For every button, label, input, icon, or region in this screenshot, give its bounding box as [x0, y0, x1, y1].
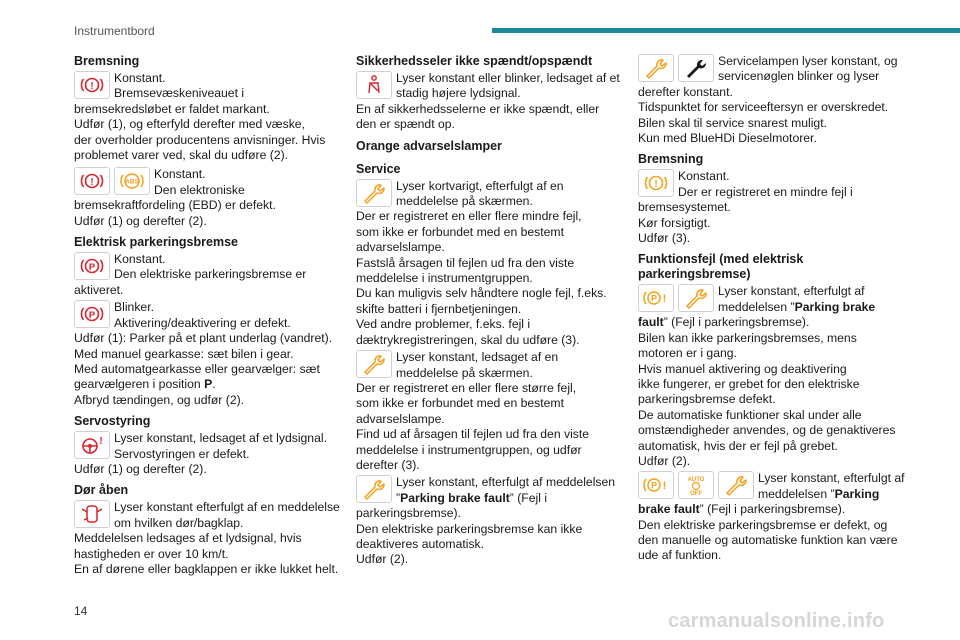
- svg-text:OFF: OFF: [690, 491, 702, 497]
- warning-block: [74, 500, 342, 531]
- text-line: Bilen kan ikke parkeringsbremses, mens: [638, 330, 857, 345]
- text-line: Bremsevæskeniveauet i: [114, 86, 245, 101]
- heading-orange-warnings: Orange advarselslamper: [356, 138, 502, 153]
- text-line: Udfør (3).: [638, 231, 691, 246]
- message-parking-brake: Parking brake: [794, 299, 876, 314]
- heading-parking-brake: Elektrisk parkeringsbremse: [74, 235, 238, 250]
- text-line: Konstant.: [114, 252, 166, 267]
- message-brake-fault: brake fault: [638, 502, 700, 517]
- text-line: automatisk, hvis der er fejl på grebet.: [638, 438, 838, 453]
- heading-servostyring: Servostyring: [74, 414, 151, 429]
- text-line: Den elektriske parkeringsbremse er defekt, og: [638, 517, 888, 532]
- text-line: [638, 502, 906, 517]
- text-line: deaktiveres automatisk.: [356, 536, 485, 551]
- text-line: Lyser konstant eller blinker, ledsaget af et: [396, 71, 620, 85]
- heading-service: Service: [356, 161, 401, 176]
- text-line: [74, 377, 342, 392]
- text-line: Konstant.: [678, 169, 730, 184]
- wrench-black-icon: [678, 54, 714, 82]
- warning-block: [638, 284, 906, 315]
- text-fragment: ” (Fejl i parkeringsbremse).: [699, 502, 846, 517]
- text-line: Der er registreret en mindre fejl i: [678, 184, 853, 199]
- text-line: bremsesystemet.: [638, 200, 731, 215]
- text-fragment: ” (Fejl i parkeringsbremse).: [663, 315, 810, 330]
- text-line: advarselslampe.: [356, 411, 445, 426]
- text-line: Fastslå årsagen til fejlen ud fra den viste: [356, 255, 575, 270]
- text-line: Med manuel gearkasse: sæt bilen i gear.: [74, 346, 294, 361]
- text-line: Ved andre problemer, f.eks. fejl i: [356, 317, 531, 332]
- brake-warning-red-icon: [74, 167, 110, 195]
- text-line: Tidspunktet for serviceeftersyn er overskredet.: [638, 100, 889, 115]
- text-line: Udfør (2).: [638, 453, 691, 468]
- text-fragment: ” (Fejl i: [509, 490, 548, 505]
- text-line: Hvis manuel aktivering og deaktivering: [638, 361, 847, 376]
- door-open-red-icon: [74, 500, 110, 528]
- parking-brake-fault-orange-icon: [638, 471, 674, 499]
- text-line: Lyser konstant, efterfulgt af: [718, 284, 865, 299]
- text-fragment: ”: [396, 490, 401, 505]
- text-line: Afbryd tændingen, og udfør (2).: [74, 392, 245, 407]
- text-fragment: meddelelsen ”: [718, 299, 795, 314]
- svg-text:P: P: [88, 310, 96, 322]
- svg-text:!: !: [99, 436, 103, 448]
- seatbelt-red-icon: [356, 71, 392, 99]
- text-line: Servicelampen lyser konstant, og: [718, 54, 898, 68]
- text-line: stadig højere lydsignal.: [396, 86, 521, 101]
- text-line: Der er registreret en eller flere større fejl,: [356, 380, 577, 395]
- text-line: Meddelelsen ledsages af et lydsignal, hvis: [74, 531, 302, 546]
- text-line: den er spændt op.: [356, 117, 455, 132]
- brake-warning-orange-icon: [638, 169, 674, 197]
- text-line: meddelelse på skærmen.: [396, 365, 533, 380]
- text-line: bremsekraftfordeling (EBD) er defekt.: [74, 198, 276, 213]
- warning-block: [356, 475, 624, 506]
- text-line: Udfør (1) og derefter (2).: [74, 461, 207, 476]
- text-line: parkeringsbremse).: [356, 506, 461, 521]
- warning-block: [356, 350, 624, 381]
- warning-block: [356, 71, 624, 102]
- text-line: Konstant.: [114, 71, 166, 85]
- text-line: servicenøglen blinker og lyser: [718, 69, 880, 84]
- column-2: [356, 54, 624, 568]
- header-section-label: Instrumentbord: [74, 24, 155, 38]
- svg-text:!: !: [662, 480, 667, 493]
- warning-block: [74, 431, 342, 462]
- svg-text:!: !: [654, 179, 658, 191]
- warning-block: [356, 179, 624, 210]
- gear-position-p: P: [204, 377, 213, 392]
- text-line: bremsekredsløbet er faldet markant.: [74, 101, 270, 116]
- header-accent-bar: [492, 28, 960, 33]
- text-line: Udfør (1), og efterfyld derefter med væske,: [74, 117, 305, 132]
- svg-text:P: P: [650, 480, 658, 491]
- text-line: Lyser konstant, efterfulgt af meddelelsen: [396, 475, 616, 490]
- text-line: ikke fungerer, er grebet for den elektriske: [638, 376, 860, 391]
- text-line: Udfør (2).: [356, 552, 409, 567]
- text-line: parkeringsbremse defekt.: [638, 392, 776, 407]
- svg-text:!: !: [90, 81, 94, 92]
- wrench-orange-icon: [356, 350, 392, 378]
- parking-brake-red-icon: [74, 300, 110, 328]
- text-line: den manuelle og automatiske funktion kan være: [638, 532, 898, 547]
- text-line: Den elektriske parkeringsbremse kan ikke: [356, 521, 583, 536]
- message-parking: Parking: [834, 486, 880, 501]
- warning-block: [638, 169, 906, 200]
- text-line: Den elektroniske: [154, 182, 245, 197]
- text-line: meddelelse i instrumentgruppen.: [356, 271, 533, 286]
- heading-bremsning: Bremsning: [74, 54, 140, 68]
- text-line: Blinker.: [114, 300, 154, 315]
- text-line: Lyser konstant, ledsaget af et lydsignal.: [114, 431, 327, 446]
- svg-text:AUTO: AUTO: [687, 477, 705, 484]
- warning-block: [74, 300, 342, 331]
- text-line: om hvilken dør/bagklap.: [114, 515, 244, 530]
- heading-door-open: Dør åben: [74, 483, 129, 498]
- text-line: omstændigheder anvendes, og de genaktiveres: [638, 423, 896, 438]
- text-line: meddelelse i instrumentgruppen, og udfør: [356, 442, 582, 457]
- text-line: Aktivering/deaktivering er defekt.: [114, 315, 291, 330]
- text-line: Der er registreret en eller flere mindre fejl,: [356, 209, 582, 224]
- svg-text:!: !: [662, 293, 667, 306]
- steering-wheel-red-icon: [74, 431, 110, 459]
- text-line: som ikke er forbundet med en bestemt: [356, 224, 564, 239]
- warning-block: [638, 54, 906, 85]
- text-line: motoren er i gang.: [638, 346, 737, 361]
- heading-seatbelt: Sikkerhedsseler ikke spændt/opspændt: [356, 54, 593, 68]
- column-3: [638, 54, 906, 564]
- text-line: Udfør (1): Parker på et plant underlag (vandret).: [74, 331, 333, 346]
- text-line: Med automatgearkasse eller gearvælger: sæt: [74, 361, 320, 376]
- text-line: Du kan muligvis selv håndtere nogle fejl, f.eks.: [356, 286, 607, 301]
- parking-brake-fault-orange-icon: [638, 284, 674, 312]
- abs-warning-orange-icon: [114, 167, 150, 195]
- text-line: De automatiske funktioner skal under alle: [638, 407, 862, 422]
- text-fragment: .: [212, 377, 216, 392]
- brake-warning-red-icon: [74, 71, 110, 99]
- text-line: derefter konstant.: [638, 84, 733, 99]
- text-line: Den elektriske parkeringsbremse er: [114, 267, 307, 282]
- text-line: [638, 315, 906, 330]
- page-number: 14: [74, 604, 88, 618]
- message-parking-brake-fault: Parking brake fault: [400, 490, 510, 505]
- text-line: derefter (3).: [356, 457, 420, 472]
- text-line: meddelelse på skærmen.: [396, 194, 533, 209]
- warning-block: [638, 471, 906, 502]
- text-line: Konstant.: [154, 167, 206, 182]
- auto-off-orange-icon: [678, 471, 714, 499]
- text-line: Kør forsigtigt.: [638, 215, 711, 230]
- text-fragment: meddelelsen ”: [758, 486, 835, 501]
- text-line: Servostyringen er defekt.: [114, 446, 250, 461]
- wrench-orange-icon: [356, 475, 392, 503]
- wrench-orange-icon: [678, 284, 714, 312]
- text-line: advarselslampe.: [356, 240, 445, 255]
- svg-text:!: !: [90, 177, 94, 189]
- text-line: Lyser konstant efterfulgt af en meddelelse: [114, 500, 340, 515]
- svg-text:P: P: [88, 262, 96, 274]
- text-line: problemet varer ved, skal du udføre (2).: [74, 148, 289, 163]
- parking-brake-red-icon: [74, 252, 110, 280]
- text-fragment: gearvælgeren i position: [74, 377, 205, 392]
- watermark: carmanualsonline.info: [668, 610, 885, 632]
- text-line: hastigheden er over 10 km/t.: [74, 546, 229, 561]
- warning-block: [74, 167, 342, 198]
- column-1: [74, 54, 342, 577]
- warning-block: [74, 71, 342, 102]
- text-line: Kun med BlueHDi Dieselmotorer.: [638, 131, 817, 146]
- heading-line: parkeringsbremse): [638, 267, 751, 282]
- text-line: En af sikkerhedsselerne er ikke spændt, eller: [356, 101, 600, 116]
- text-line: [356, 491, 624, 506]
- text-line: der overholder producentens anvisninger. Hvis: [74, 132, 326, 147]
- text-line: skifte batteri i fjernbetjeningen.: [356, 301, 522, 316]
- heading-function-fault: [638, 252, 906, 282]
- text-line: som ikke er forbundet med en bestemt: [356, 396, 564, 411]
- text-line: En af dørene eller bagklappen er ikke lukket helt.: [74, 561, 339, 576]
- wrench-orange-icon: [718, 471, 754, 499]
- text-line: ude af funktion.: [638, 548, 722, 563]
- text-line: Lyser konstant, ledsaget af en: [396, 350, 559, 365]
- text-line: dæktrykregistreringen, skal du udføre (3).: [356, 332, 580, 347]
- text-line: Udfør (1) og derefter (2).: [74, 213, 207, 228]
- svg-text:ABS: ABS: [125, 178, 139, 186]
- heading-bremsning-orange: Bremsning: [638, 152, 704, 167]
- svg-text:P: P: [650, 293, 658, 304]
- wrench-orange-icon: [356, 179, 392, 207]
- heading-line: Funktionsfejl (med elektrisk: [638, 252, 804, 267]
- wrench-orange-icon: [638, 54, 674, 82]
- text-line: Lyser konstant, efterfulgt af: [758, 471, 905, 486]
- text-line: aktiveret.: [74, 282, 124, 297]
- text-line: Lyser kortvarigt, efterfulgt af en: [396, 178, 564, 193]
- message-fault: fault: [638, 315, 664, 330]
- warning-block: [74, 252, 342, 283]
- text-line: Bilen skal til service snarest muligt.: [638, 115, 827, 130]
- text-line: Find ud af årsagen til fejlen ud fra den viste: [356, 427, 590, 442]
